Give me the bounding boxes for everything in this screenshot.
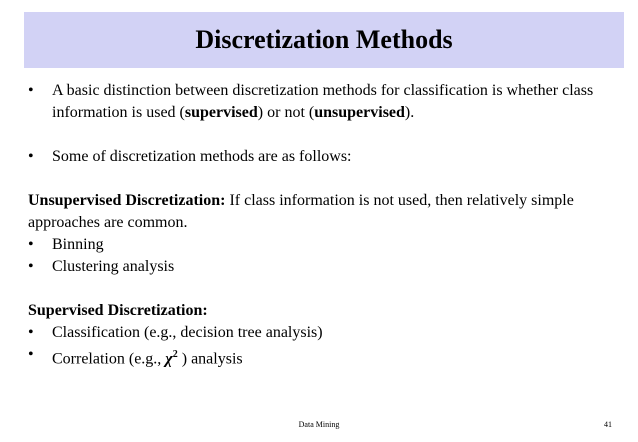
bullet-glyph: •: [28, 258, 34, 275]
unsupervised-paragraph: [28, 190, 618, 234]
bullet-glyph: •: [28, 236, 34, 253]
bullet-text: Correlation (e.g., $\chi^2$ ) analysis: [52, 349, 243, 368]
bullet-glyph: •: [28, 82, 34, 99]
slide-title: Discretization Methods: [195, 25, 453, 54]
supervised-heading: Supervised Discretization:: [28, 302, 208, 319]
bullet-item: [28, 80, 618, 124]
page-number: 41: [604, 420, 612, 429]
bold-unsupervised: unsupervised: [314, 104, 405, 121]
title-bar: [24, 12, 624, 68]
bullet-item: [28, 344, 618, 370]
footer-text: Data Mining: [298, 420, 340, 429]
spacer: [28, 278, 618, 300]
bold-supervised: supervised: [184, 104, 258, 121]
bullet-text: Classification (e.g., decision tree analysis): [52, 324, 323, 341]
supervised-paragraph: [28, 300, 618, 322]
spacer: [28, 168, 618, 190]
slide-body: [28, 80, 618, 370]
bullet-text: A basic distinction between discretization methods for classification is whether class information is used (supervised) or not (unsupervised).: [52, 82, 594, 121]
unsupervised-text: If class information is not used, then relatively simple approaches are common.: [28, 192, 574, 231]
bullet-glyph: •: [28, 148, 34, 165]
chi-square-symbol: χ: [165, 350, 173, 368]
bullet-item: [28, 322, 618, 344]
bullet-glyph: •: [28, 346, 34, 363]
bullet-item: [28, 256, 618, 278]
bullet-text: Some of discretization methods are as follows:: [52, 148, 352, 165]
bullet-item: [28, 234, 618, 256]
bullet-glyph: •: [28, 324, 34, 341]
unsupervised-heading: Unsupervised Discretization:: [28, 192, 226, 209]
bullet-text: Clustering analysis: [52, 258, 175, 275]
bullet-item: [28, 146, 618, 168]
bullet-text: Binning: [52, 236, 104, 253]
spacer: [28, 124, 618, 146]
chi-square-power: 2: [172, 349, 178, 360]
